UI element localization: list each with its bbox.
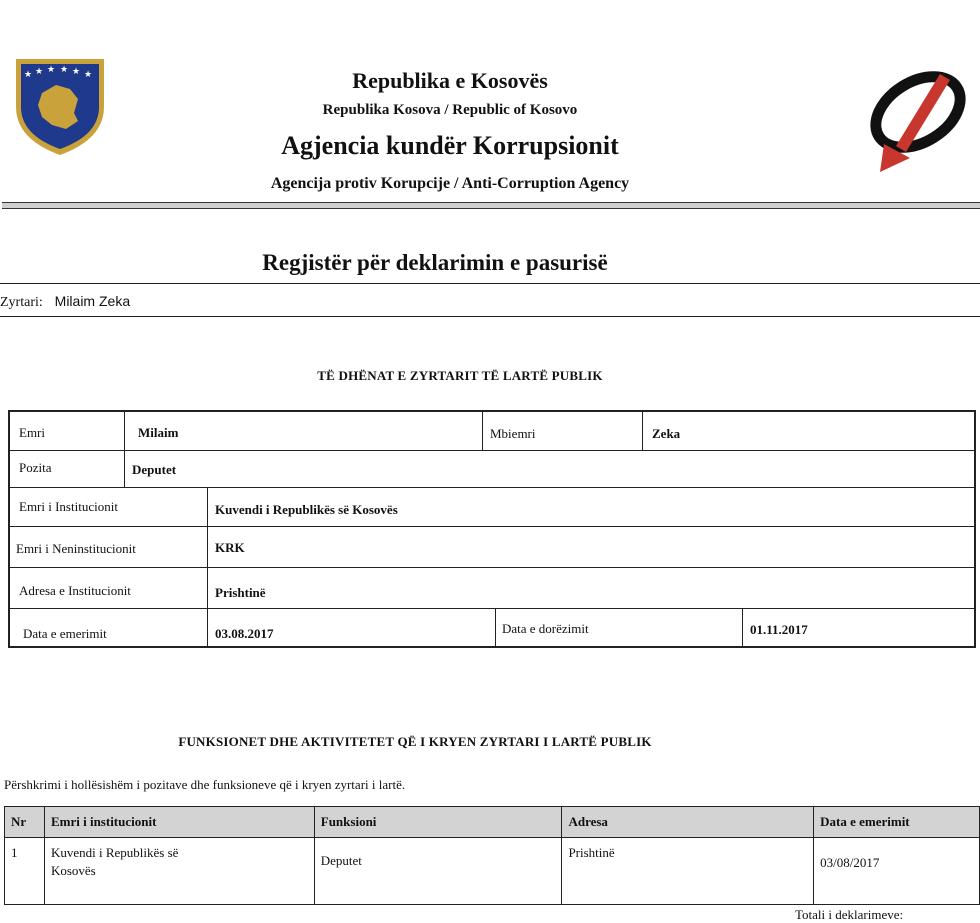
header-divider — [2, 202, 980, 209]
svg-text:★: ★ — [24, 70, 33, 80]
position-label: Pozita — [19, 460, 52, 475]
column-header-address: Adresa — [562, 807, 814, 838]
functions-description: Përshkrimi i hollësishëm i pozitave dhe funksioneve që i kryen zyrtari i lartë. — [4, 777, 406, 792]
appointment-date-label: Data e emerimit — [23, 626, 107, 641]
column-header-nr: Nr — [5, 807, 45, 838]
last-name-value: Zeka — [652, 426, 681, 441]
first-name-label: Emri — [19, 425, 45, 440]
column-header-institution: Emri i institucionit — [44, 807, 314, 838]
institution-value: Kuvendi i Republikës së Kosovës — [215, 502, 398, 517]
submission-date-label: Data e dorëzimit — [502, 621, 589, 636]
row-date: 03/08/2017 — [814, 838, 980, 905]
column-header-date: Data e emerimit — [814, 807, 980, 838]
title-rule-bottom — [0, 316, 980, 317]
document-title: Regjistër për deklarimin e pasurisë — [262, 250, 608, 275]
row-function: Deputet — [314, 838, 562, 905]
agency-name-alt: Agencija protiv Korupcije / Anti-Corruption Agency — [270, 175, 630, 192]
svg-text:★: ★ — [72, 67, 81, 77]
position-value: Deputet — [132, 462, 177, 477]
svg-text:★: ★ — [84, 70, 93, 80]
country-name-alt: Republika Kosova / Republic of Kosovo — [322, 102, 578, 118]
agency-name: Agjencia kundër Korrupsionit — [281, 131, 619, 160]
non-institution-label: Emri i Neninstitucionit — [16, 541, 136, 556]
submission-date-value: 01.11.2017 — [750, 622, 808, 637]
svg-text:★: ★ — [60, 65, 69, 75]
institution-label: Emri i Institucionit — [19, 499, 118, 514]
official-data-heading: TË DHËNAT E ZYRTARIT TË LARTË PUBLIK — [317, 368, 603, 383]
column-header-function: Funksioni — [314, 807, 562, 838]
country-name: Republika e Kosovës — [352, 68, 548, 93]
official-label: Zyrtari: — [0, 295, 43, 310]
official-line — [0, 293, 130, 311]
table-row — [5, 838, 980, 905]
address-value: Prishtinë — [215, 585, 266, 600]
title-rule-top — [0, 283, 980, 284]
svg-text:★: ★ — [47, 65, 56, 75]
official-name: Milaim Zeka — [54, 293, 131, 309]
row-address: Prishtinë — [562, 838, 814, 905]
official-data-table — [8, 410, 976, 648]
svg-text:★: ★ — [35, 67, 44, 77]
functions-header-row — [5, 807, 980, 838]
functions-table — [4, 806, 980, 905]
functions-heading: FUNKSIONET DHE AKTIVITETET QË I KRYEN ZYRTARI I LARTË PUBLIK — [178, 734, 652, 749]
first-name-value: Milaim — [138, 425, 179, 440]
total-declarations-label: Totali i deklarimeve: — [795, 907, 904, 922]
address-label: Adresa e Institucionit — [19, 583, 131, 598]
row-nr: 1 — [5, 838, 45, 905]
last-name-label: Mbiemri — [490, 426, 536, 441]
appointment-date-value: 03.08.2017 — [215, 626, 274, 641]
row-institution: Kuvendi i Republikës së Kosovës — [44, 838, 314, 905]
non-institution-value: KRK — [215, 540, 245, 555]
